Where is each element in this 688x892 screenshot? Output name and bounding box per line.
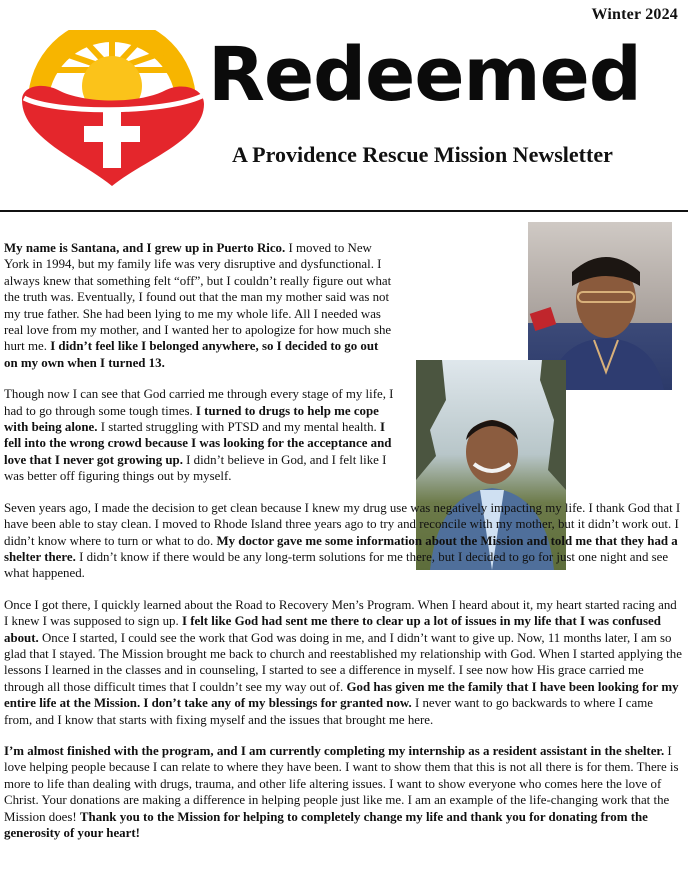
article-paragraph xyxy=(4,386,394,484)
text-bold: My doctor gave me some information about the Mission and told me that they had a shelter there. xyxy=(4,533,678,564)
text-regular: I love helping people because I can relate to where they have been. I want to show them that this is not all there is for them. There is more to life than dealing with drugs, trauma, and other life altering issues. I want to show everyone who comes here the love of Christ. Your donations are making a difference in helping people just like me. I am an example of the life-changing work that the Mission does! xyxy=(4,743,679,824)
text-regular: Once I started, I could see the work that God was doing in me, and I didn’t want to give up. Now, 11 months later, I am so glad that I stayed. The Mission brought me back to church and reestablished my relationship with God. When I started applying the lessons I learned in the classes and in counseling, I started to see a difference in myself. I see now how His grace carried me through all those difficult times that I couldn’t see my way out of. xyxy=(4,630,682,694)
article-body xyxy=(4,240,684,856)
mission-logo xyxy=(14,30,210,188)
text-regular: I started struggling with PTSD and my mental health. xyxy=(97,420,380,435)
text-bold: God has given me the family that I have been looking for my entire life at the Mission. I don’t take any of my blessings for granted now. xyxy=(4,679,679,711)
text-regular: I never want to go backwards to where I came from, and I know that starts with fixing myself and the issues that brought me here. xyxy=(4,696,653,727)
text-bold: Thank you to the Mission for helping to completely change my life and thank you for donating from the generosity of your heart! xyxy=(4,809,648,840)
text-bold: I fell into the wrong crowd because I was looking for the acceptance and love that I never got growing up. xyxy=(4,420,392,467)
article-paragraph xyxy=(4,500,684,582)
text-bold: I turned to drugs to help me cope with being alone. xyxy=(4,403,379,435)
text-bold: I felt like God had sent me there to clear up a lot of issues in my life that I was confused about. xyxy=(4,614,661,645)
article-paragraph xyxy=(4,597,684,728)
text-bold: My name is Santana, and I grew up in Puerto Rico. xyxy=(4,241,286,255)
article-paragraph xyxy=(4,743,684,841)
text-regular: Though now I can see that God carried me through every stage of my life, I had to go through some tough times. xyxy=(4,387,394,418)
header-divider xyxy=(0,210,688,212)
text-bold: I’m almost finished with the program, and I am currently completing my internship as a resident assistant in the shelter. xyxy=(4,743,665,758)
article-paragraph xyxy=(4,240,394,371)
text-regular: Once I got there, I quickly learned about the Road to Recovery Men’s Program. When I heard about it, my heart started racing and I knew I was supposed to sign up. xyxy=(4,597,677,629)
text-bold: I didn’t feel like I belonged anywhere, so I decided to go out on my own when I turned 13. xyxy=(4,339,379,370)
newsletter-subtitle: A Providence Rescue Mission Newsletter xyxy=(232,142,613,167)
text-regular: Seven years ago, I made the decision to get clean because I knew my drug use was negatively impacting my life. I thank God that I have been able to stay clean. I moved to Rhode Island three years ago to try and reconcile with my mother, but it didn’t work out. I didn’t know where to turn or what to do. xyxy=(4,500,681,548)
issue-season: Winter 2024 xyxy=(591,6,678,23)
text-regular: I moved to New York in 1994, but my family life was very disruptive and dysfunctional. I always knew that something felt “off”, but I couldn’t really figure out what the truth was. Eventually, I found out that the man my mother said was not my true father. She had been lying to me my whole life. All I needed was real love from my mother, and I wanted her to apologize for how much she hurt me. xyxy=(4,241,392,354)
text-regular: I didn’t believe in God, and I felt like I was better off figuring things out by myself. xyxy=(4,452,387,484)
newsletter-title: Redeemed xyxy=(208,32,641,118)
text-regular: I didn’t know if there would be any long-term solutions for me there, but I decided to go for just one night and see what happened. xyxy=(4,549,669,581)
